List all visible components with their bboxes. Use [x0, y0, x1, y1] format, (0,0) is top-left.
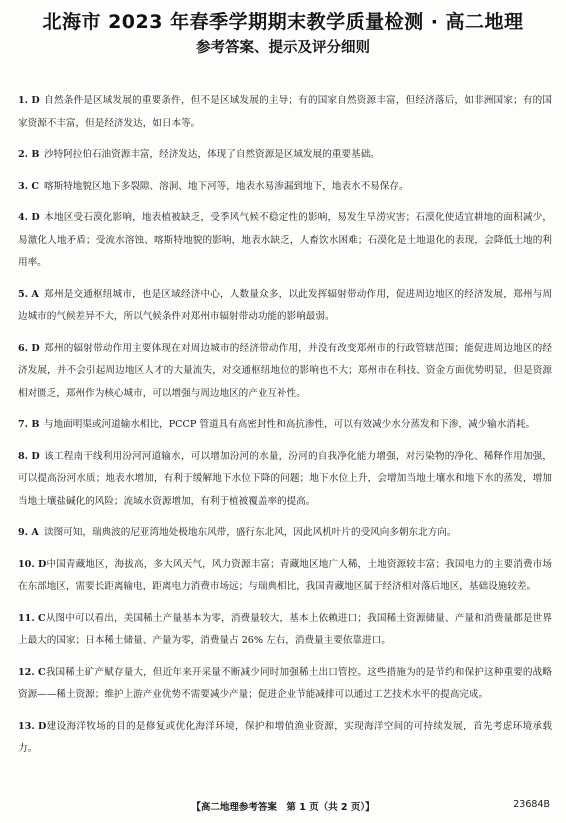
answer-number: 8. D: [18, 450, 40, 462]
answer-item: [18, 144, 552, 167]
answer-list: [18, 90, 552, 770]
answer-item: [18, 284, 552, 329]
answer-explanation: 郑州的辐射带动作用主要体现在对周边城市的经济带动作用，并没有改变郑州市的行政管辖范围；能促进周边地区的经济发展，并不会引起周边地区人才的大量流失，对交通枢纽地位的影响也不大；郑州市在科技、资金方面优势明显，但是资源相对匮乏，郑州作为核心城市，可以增强与周边地区的产业互补性。: [18, 342, 552, 399]
answer-explanation: 本地区受石漠化影响，地表植被缺乏，受季风气候不稳定性的影响，易发生旱涝灾害；石漠化使适宜耕地的面积减少，易激化人地矛盾；受流水溶蚀、喀斯特地貌的影响，地表水缺乏，人畜饮水困难；石漠化是土地退化的表现，会降低土地的利用率。: [18, 212, 552, 268]
answer-explanation: 喀斯特地貌区地下多裂隙、溶洞、地下河等，地表水易渗漏到地下，地表水不易保存。: [44, 180, 409, 192]
answer-number: 6. D: [18, 342, 40, 354]
answer-item: [18, 90, 552, 135]
answer-explanation: 与地面明渠或河道输水相比，PCCP 管道具有高密封性和高抗渗性，可以有效减少水分蒸发和下渗，减少输水消耗。: [44, 419, 536, 430]
footer-page-label: 【高二地理参考答案 第 1 页（共 2 页）】: [191, 802, 375, 813]
answer-explanation: 从图中可以看出，美国稀土产量基本为零，消费量较大，基本上依赖进口；我国稀土资源储量、产量和消费量都是世界上最大的国家；日本稀土储量、产量为零，消费量占 26% 左右，消费量主要依靠进口。: [18, 612, 552, 646]
answer-explanation: 郑州是交通枢纽城市，也是区域经济中心，人数量众多，以此发挥辐射带动作用，促进周边地区的经济发展，郑州与周边城市的气候差异不大，所以气候条件对郑州市辐射带动功能的影响最弱。: [18, 288, 552, 322]
answer-explanation: 该工程南干线利用汾河河道输水，可以增加汾河的水量，汾河的自我净化能力增强，对污染物的净化、稀释作用加强，可以提高汾河水质；地表水增加，有利于缓解地下水位下降的问题；地下水位上升，会增加当地土壤水和地下水的蒸发，增加当地土壤盐碱化的风险；流域水资源增加，有利于植被覆盖率的提高。: [18, 450, 552, 507]
answer-item: [18, 608, 552, 653]
answer-number: 3. C: [18, 180, 39, 192]
answer-explanation: 自然条件是区域发展的重要条件，但不是区域发展的主导；有的国家自然资源丰富，但经济落后，如非洲国家；有的国家资源不丰富，但是经济发达，如日本等。: [18, 95, 552, 129]
answer-explanation: 读图可知，瑞典波的尼亚湾地处极地东风带，盛行东北风，因此风机叶片的受风向多朝东北方向。: [44, 527, 457, 538]
answer-item: [18, 176, 552, 199]
page-title: 北海市 2023 年春季学期期末教学质量检测 · 高二地理: [42, 11, 524, 33]
answer-number: 10. D: [18, 558, 47, 570]
page-footer: [0, 799, 566, 815]
answer-explanation: 建设海洋牧场的目的是修复或优化海洋环境，保护和增值渔业资源，实现海洋空间的可持续发展，首先考虑环境承载力。: [18, 720, 552, 754]
answer-number: 2. B: [18, 149, 40, 160]
answer-explanation: 我国稀土矿产赋存量大，但近年来开采量不断减少同时加强稀土出口管控。这些措施为的是节约和保护这种重要的战略资源——稀土资源；维护上游产业优势不需要减少产量；促进企业节能减排可以通过工艺技术水平的提高完成。: [18, 666, 552, 700]
answer-number: 7. B: [18, 419, 40, 430]
answer-item: [18, 446, 552, 514]
footer-code: 23684B: [513, 799, 550, 810]
answer-item: [18, 662, 552, 707]
answer-item: [18, 522, 552, 545]
answer-item: [18, 338, 552, 406]
answer-item: [18, 554, 552, 599]
answer-number: 1. D: [18, 95, 40, 106]
answer-item: [18, 716, 552, 761]
answer-number: 9. A: [18, 527, 39, 538]
answer-number: 4. D: [18, 212, 40, 223]
answer-item: [18, 414, 552, 437]
answer-item: [18, 207, 552, 275]
page-subtitle: 参考答案、提示及评分细则: [196, 40, 370, 56]
answer-explanation: 中国青藏地区，海拔高，多大风天气，风力资源丰富；青藏地区地广人稀，土地资源较丰富；我国电力的主要消费市场在东部地区，需要长距离输电，距离电力消费市场远；与瑞典相比，我国青藏地区属于经济相对落后地区，基础设施较差。: [18, 558, 552, 592]
answer-number: 11. C: [18, 612, 46, 624]
answer-number: 5. A: [18, 288, 39, 300]
answer-number: 13. D: [18, 720, 47, 732]
answer-explanation: 沙特阿拉伯石油资源丰富，经济发达，体现了自然资源是区域发展的重要基础。: [44, 149, 380, 160]
answer-number: 12. C: [18, 666, 46, 678]
